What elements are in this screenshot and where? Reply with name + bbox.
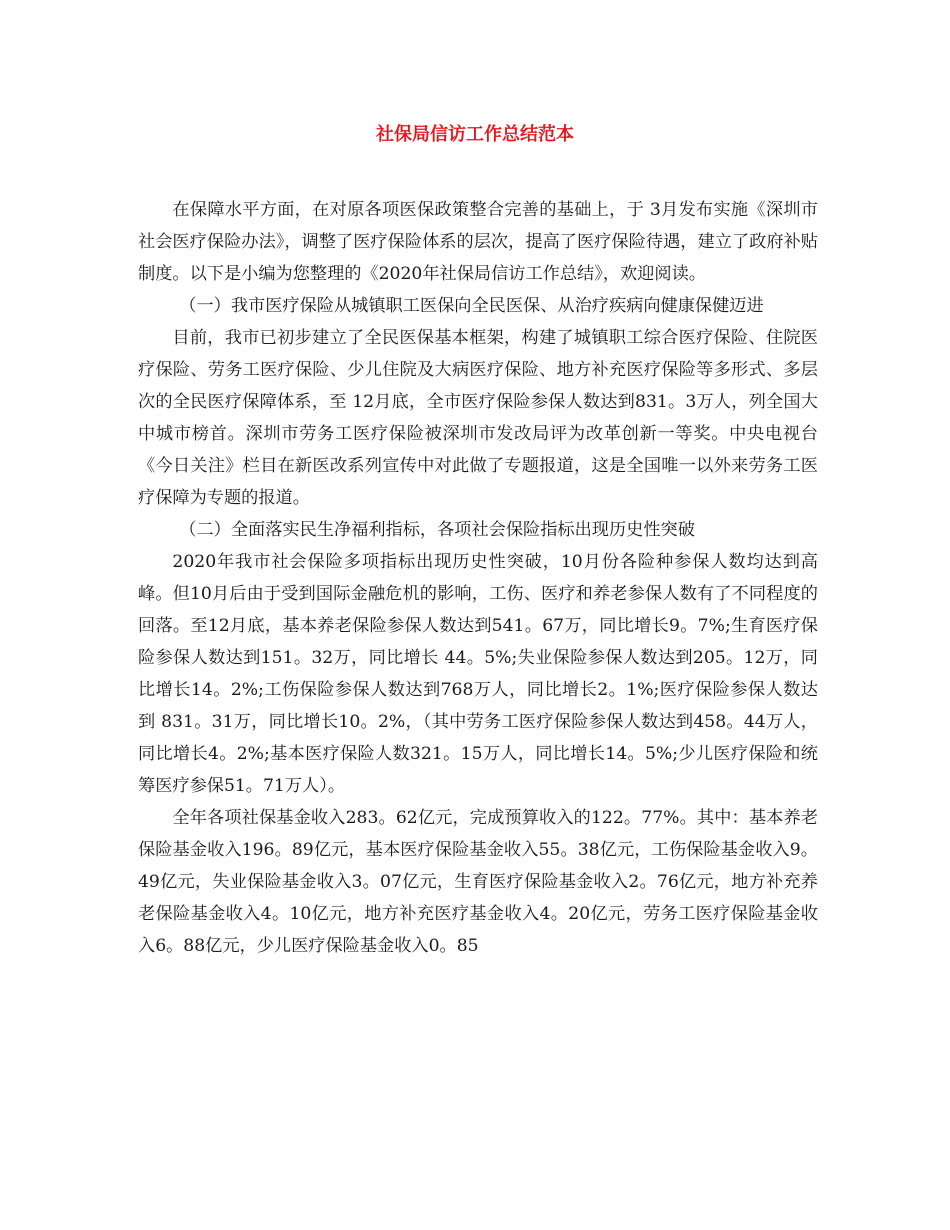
section-1-paragraph: 目前，我市已初步建立了全民医保基本框架，构建了城镇职工综合医疗保险、住院医疗保险、劳务工医疗保险、少儿住院及大病医疗保险、地方补充医疗保险等多形式、多层次的全民医疗保障体系，至 12月底，全市医疗保险参保人数达到831。3万人，列全国大中城市榜首。深圳市劳务工医疗保险被深圳市发改局评为改革创新一等奖。中央电视台《今日关注》栏目在新医改系列宣传中对此做了专题报道，这是全国唯一以外来劳务工医疗保障为专题的报道。: [138, 328, 818, 508]
fund-income-paragraph: 全年各项社保基金收入283。62亿元，完成预算收入的122。77%。其中：基本养老保险基金收入196。89亿元，基本医疗保险基金收入55。38亿元，工伤保险基金收入9。49亿元，失业保险基金收入3。07亿元，生育医疗保险基金收入2。76亿元，地方补充养老保险基金收入4。10亿元，地方补充医疗基金收入4。20亿元，劳务工医疗保险基金收入6。88亿元，少儿医疗保险基金收入0。85: [138, 808, 818, 956]
section-2-paragraph: 2020年我市社会保险多项指标出现历史性突破，10月份各险种参保人数均达到高峰。但10月后由于受到国际金融危机的影响，工伤、医疗和养老参保人数有了不同程度的回落。至12月底，基本养老保险参保人数达到541。67万，同比增长9。7%;生育医疗保险参保人数达到151。32万，同比增长 44。5%;失业保险参保人数达到205。12万，同比增长14。2%;工伤保险参保人数达到768万人，同比增长2。1%;医疗保险参保人数达到 831。31万，同比增长10。2%，（其中劳务工医疗保险参保人数达到458。44万人，同比增长4。2%;基本医疗保险人数321。15万人，同比增长14。5%;少儿医疗保险和统筹医疗参保51。71万人）。: [138, 552, 818, 796]
intro-paragraph: 在保障水平方面，在对原各项医保政策整合完善的基础上，于 3月发布实施《深圳市社会医疗保险办法》，调整了医疗保险体系的层次，提高了医疗保险待遇，建立了政府补贴制度。以下是小编为您整理的《2020年社保局信访工作总结》，欢迎阅读。: [138, 200, 818, 284]
document-body: [138, 194, 818, 962]
page-title: 社保局信访工作总结范本: [376, 124, 574, 145]
section-heading-2: （二）全面落实民生净福利指标，各项社会保险指标出现历史性突破: [179, 520, 695, 540]
section-heading-1: （一）我市医疗保险从城镇职工医保向全民医保、从治疗疾病向健康保健迈进: [179, 296, 764, 316]
